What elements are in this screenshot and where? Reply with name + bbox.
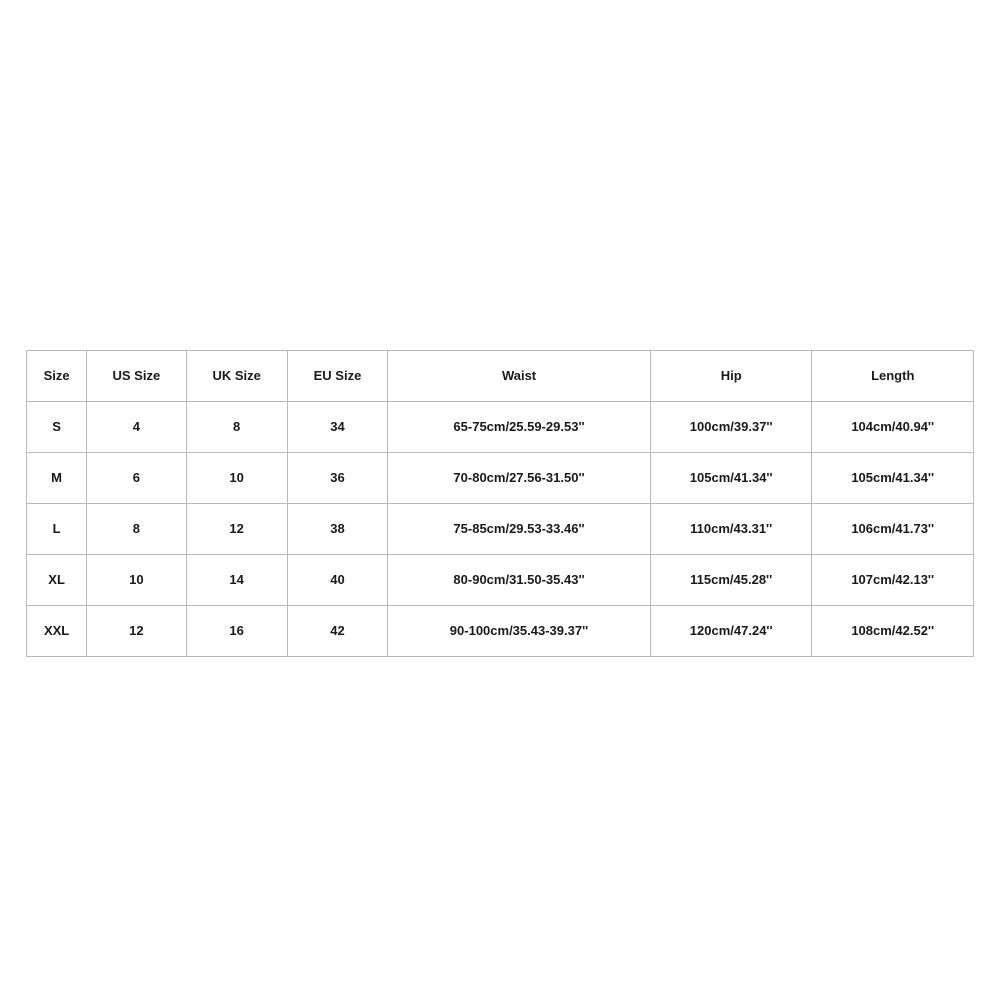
cell-length: 107cm/42.13'': [812, 555, 974, 606]
table-row: [27, 453, 974, 504]
column-header-eu-size: EU Size: [287, 351, 387, 402]
cell-length: 105cm/41.34'': [812, 453, 974, 504]
column-header-length: Length: [812, 351, 974, 402]
table-row: [27, 606, 974, 657]
cell-hip: 120cm/47.24'': [650, 606, 812, 657]
cell-waist: 75-85cm/29.53-33.46'': [388, 504, 651, 555]
cell-uk-size: 16: [186, 606, 287, 657]
cell-length: 106cm/41.73'': [812, 504, 974, 555]
cell-us-size: 12: [87, 606, 186, 657]
table-row: [27, 402, 974, 453]
cell-eu-size: 38: [287, 504, 387, 555]
cell-length: 104cm/40.94'': [812, 402, 974, 453]
cell-eu-size: 34: [287, 402, 387, 453]
size-chart-header: [27, 351, 974, 402]
cell-size: XL: [27, 555, 87, 606]
cell-hip: 110cm/43.31'': [650, 504, 812, 555]
cell-uk-size: 10: [186, 453, 287, 504]
column-header-us-size: US Size: [87, 351, 186, 402]
cell-waist: 90-100cm/35.43-39.37'': [388, 606, 651, 657]
cell-waist: 70-80cm/27.56-31.50'': [388, 453, 651, 504]
cell-us-size: 10: [87, 555, 186, 606]
cell-eu-size: 40: [287, 555, 387, 606]
table-row: [27, 555, 974, 606]
cell-us-size: 6: [87, 453, 186, 504]
cell-eu-size: 36: [287, 453, 387, 504]
cell-waist: 80-90cm/31.50-35.43'': [388, 555, 651, 606]
table-row: [27, 504, 974, 555]
table-header-row: [27, 351, 974, 402]
column-header-uk-size: UK Size: [186, 351, 287, 402]
cell-us-size: 8: [87, 504, 186, 555]
column-header-size: Size: [27, 351, 87, 402]
cell-size: L: [27, 504, 87, 555]
cell-uk-size: 14: [186, 555, 287, 606]
cell-uk-size: 12: [186, 504, 287, 555]
size-chart-container: [26, 350, 974, 657]
size-chart-body: [27, 402, 974, 657]
cell-us-size: 4: [87, 402, 186, 453]
cell-hip: 100cm/39.37'': [650, 402, 812, 453]
column-header-waist: Waist: [388, 351, 651, 402]
cell-length: 108cm/42.52'': [812, 606, 974, 657]
cell-eu-size: 42: [287, 606, 387, 657]
cell-uk-size: 8: [186, 402, 287, 453]
column-header-hip: Hip: [650, 351, 812, 402]
size-chart-table: [26, 350, 974, 657]
cell-size: M: [27, 453, 87, 504]
cell-hip: 115cm/45.28'': [650, 555, 812, 606]
cell-hip: 105cm/41.34'': [650, 453, 812, 504]
cell-size: S: [27, 402, 87, 453]
cell-waist: 65-75cm/25.59-29.53'': [388, 402, 651, 453]
cell-size: XXL: [27, 606, 87, 657]
